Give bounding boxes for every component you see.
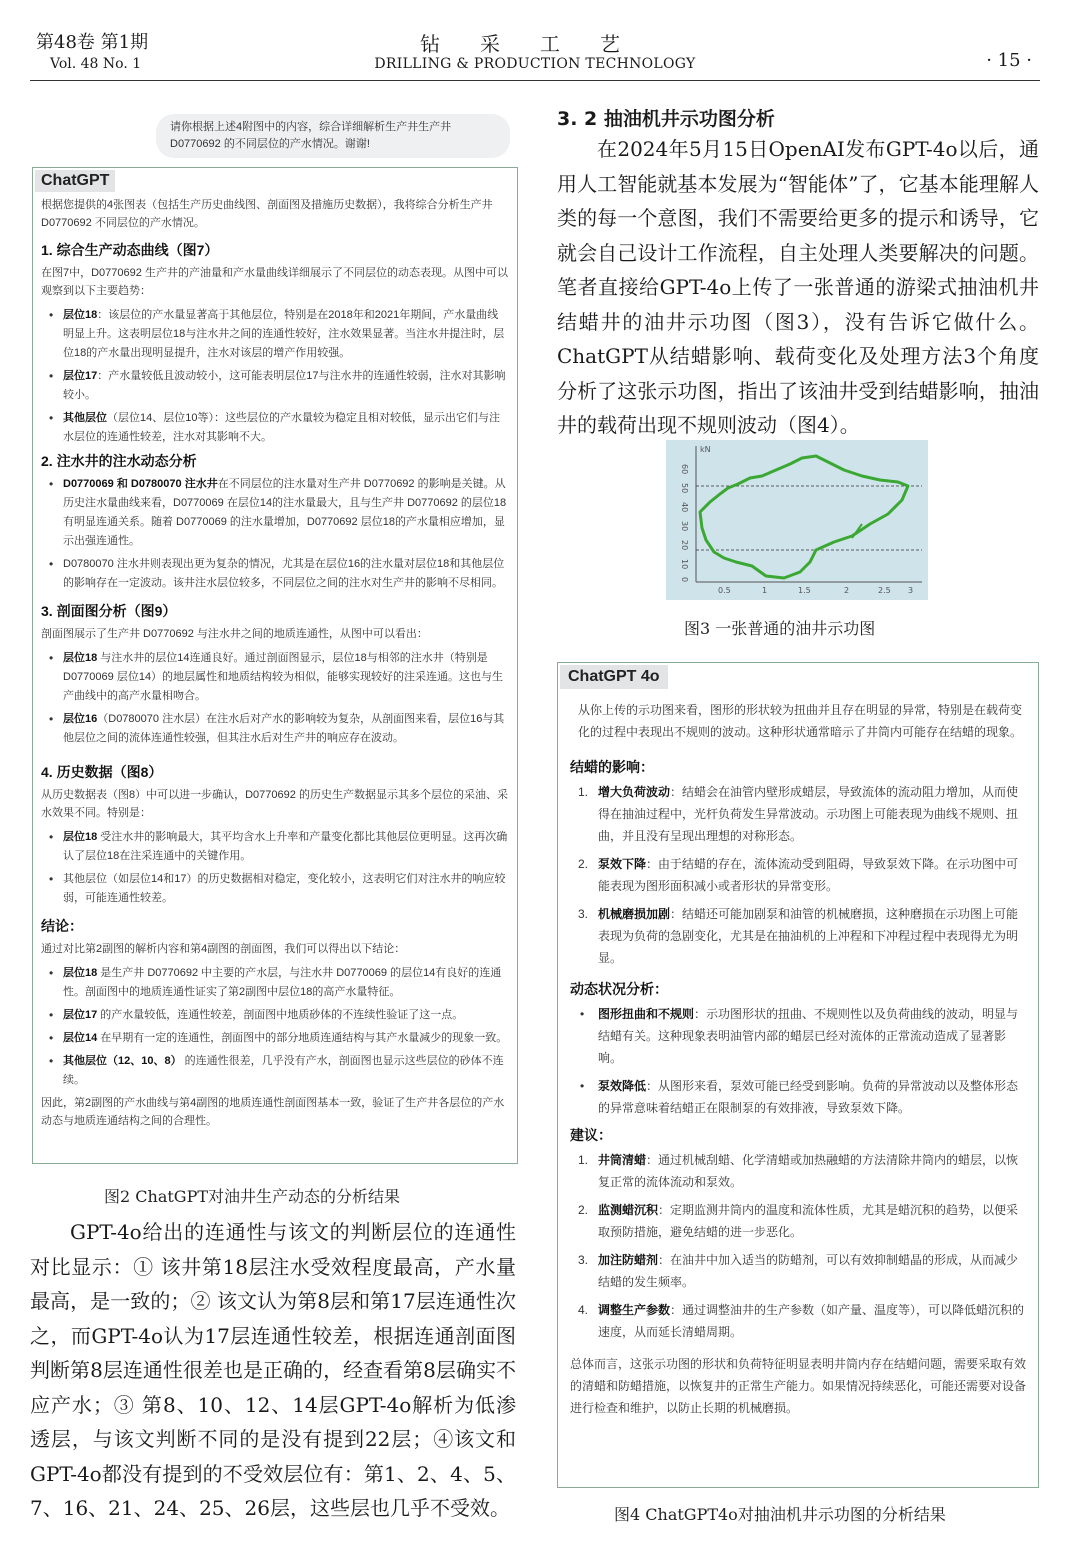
chatgpt-response-box <box>32 167 518 1164</box>
list-item: • 层位18：该层位的产水量显著高于其他层位，特别是在2018年和2021年期间，产水量曲线明显上升。这表明层位18与注水井之间的连通性较好，注水效果显著。当注水井提注时，层位18的产水量出现明显提升，注水对该层的增产作用较强。 <box>63 306 509 363</box>
section-3-list <box>41 649 509 748</box>
response-intro: 根据您提供的4张图表（包括生产历史曲线图、剖面图及措施历史数据），我将综合分析生产井 D0770692 不同层位的产水情况。 <box>41 199 493 229</box>
list-item: 3. 机械磨损加剧：结蜡还可能加剧泵和油管的机械磨损，这种磨损在示功图上可能表现为负荷的急剧变化，尤其是在抽油机的上冲程和下冲程过程中表现得尤为明显。 <box>578 907 1019 965</box>
list-item: • 其他层位（层位14、层位10等）：这些层位的产水量较为稳定且相对较低，显示出它们与注水层位的连通性较差，注水对其影响不大。 <box>63 409 509 447</box>
chatgpt-label: ChatGPT <box>35 170 115 192</box>
y-tick-label: 60 <box>680 464 689 475</box>
section-1-list <box>41 306 509 447</box>
section-3-title: 3. 剖面图分析（图9） <box>41 603 177 619</box>
list-item: • 层位16（D0780070 注水层）在注水后对产水的影响较为复杂，从剖面图来看，层位16与其他层位之间的流体连通性较强，但其注水后对生产井的响应存在波动。 <box>63 710 509 748</box>
section-4-list <box>41 828 509 908</box>
right-body-paragraph: 在2024年5月15日OpenAI发布GPT-4o以后，通用人工智能就基本发展为“智能体”了，它基本能理解人类的每一个意图，我们不需要给更多的提示和诱导，它就会自己设计工作流程，自主处理人类要解决的问题。笔者直接给GPT-4o上传了一张普通的游梁式抽油机井结蜡井的油井示功图（图3），没有告诉它做什么。ChatGPT从结蜡影响、载荷变化及处理方法3个角度分析了这张示功图，指出了该油井受到结蜡影响，抽油井的载荷出现不规则波动（图4）。 <box>557 137 1039 437</box>
figure-3-caption: 图3 一张普通的油井示功图 <box>684 619 876 638</box>
section-4-title: 4. 历史数据（图8） <box>41 764 163 780</box>
conclusion-text: 通过对比第2副图的解析内容和第4副图的剖面图，我们可以得出以下结论： <box>41 943 406 955</box>
list-item: 1. 井筒清蜡：通过机械刮蜡、化学清蜡或加热融蜡的方法清除井筒内的蜡层，以恢复正常的流体流动和泵效。 <box>578 1153 1019 1189</box>
chatgpt4o-response-box <box>557 662 1039 1488</box>
figure-2-caption: 图2 ChatGPT对油井生产动态的分析结果 <box>104 1187 401 1206</box>
x-tick-label: 0.5 <box>718 586 731 595</box>
journal-title-en: DRILLING & PRODUCTION TECHNOLOGY <box>374 56 696 72</box>
x-tick-label: 1 <box>762 586 768 595</box>
section-1-text: 在图7中，D0770692 生产井的产油量和产水量曲线详细展示了不同层位的动态表现。从图中可以观察到以下主要趋势： <box>41 267 508 297</box>
list-item: • 图形扭曲和不规则：示功图形状的扭曲、不规则性以及负荷曲线的波动，明显与结蜡有关。这种现象表明油管内部的蜡层已经对流体的正常流动造成了显著影响。 <box>598 1003 1028 1069</box>
list-item: 2. 监测蜡沉积：定期监测井筒内的温度和流体性质，尤其是蜡沉积的趋势，以便采取预防措施，避免结蜡的进一步恶化。 <box>578 1203 1019 1239</box>
list-item: • D0770069 和 D0780070 注水井在不同层位的注水量对生产井 D0770692 的影响是关键。从历史注水量曲线来看，D0770069 在层位14的注水量最大，且与生产井 D0770692 的层位18有明显连通关系。随着 D0770069 的注水量增加，D0770692 层位18的产水量相应增加，显示出强连通性。 <box>63 475 509 551</box>
dynamic-analysis-list <box>570 1003 1028 1119</box>
volume-issue-en: Vol. 48 No. 1 <box>50 56 142 72</box>
suggestions-list <box>570 1149 1028 1343</box>
suggestions-title: 建议： <box>570 1127 612 1143</box>
list-item: • 层位14 在早期有一定的连通性，剖面图中的部分地质连通结构与其产水量减少的现象一致。 <box>63 1029 509 1048</box>
list-item: 2. 泵效下降：由于结蜡的存在，流体流动受到阻碍，导致泵效下降。在示功图中可能表现为图形面积减小或者形状的异常变形。 <box>578 857 1019 893</box>
figure-4-caption: 图4 ChatGPT4o对抽油机井示功图的分析结果 <box>614 1505 946 1524</box>
x-tick-label: 3 <box>908 586 914 595</box>
list-item: • 层位17 的产水量较低，连通性较差，剖面图中地质砂体的不连续性验证了这一点。 <box>63 1006 509 1025</box>
y-tick-label: 0 <box>680 577 689 583</box>
user-prompt-bubble: 请你根据上述4附图中的内容，综合详细解析生产井生产井 D0770692 的不同层位的产水情况。谢谢! <box>156 114 510 158</box>
list-item: • 层位18 是生产井 D0770692 中主要的产水层，与注水井 D0770069 的层位14有良好的连通性。剖面图中的地质连通性证实了第2副图中层位18的高产水量特征。 <box>63 964 509 1002</box>
list-item: • 层位18 与注水井的层位14连通良好。通过剖面图显示，层位18与相邻的注水井（特别是 D0770069 层位14）的地层属性和地质结构较为相似，能够实现较好的注采连通。这也与生产曲线中的高产水量相吻合。 <box>63 649 509 706</box>
journal-title-zh: 钻采工艺 <box>420 32 660 56</box>
section-3-2-title: 3. 2 抽油机井示功图分析 <box>557 108 775 130</box>
dynamometer-card-figure <box>666 440 928 600</box>
page-number: · 15 · <box>986 50 1032 71</box>
fig4-intro: 从你上传的示功图来看，图形的形状较为扭曲并且存在明显的异常，特别是在载荷变化的过程中表现出不规则的波动。这种形状通常暗示了井筒内可能存在结蜡的现象。 <box>578 703 1023 739</box>
list-item: • D0780070 注水井则表现出更为复杂的情况，尤其是在层位16的注水量对层位18和其他层位的影响存在一定波动。该井注水层位较多，不同层位之间的注水对生产井的影响不尽相同。 <box>63 555 509 593</box>
x-tick-label: 1.5 <box>798 586 811 595</box>
x-tick-label: 2 <box>844 586 850 595</box>
wax-impact-list <box>570 781 1028 969</box>
section-4-text: 从历史数据表（图8）中可以进一步确认，D0770692 的历史生产数据显示其多个层位的采油、采水效果不同。特别是： <box>41 789 508 819</box>
y-tick-label: 40 <box>680 502 689 513</box>
wax-impact-title: 结蜡的影响： <box>570 759 654 775</box>
list-item: • 其他层位（如层位14和17）的历史数据相对稳定，变化较小，这表明它们对注水井的响应较弱，可能连通性较差。 <box>63 870 509 908</box>
section-2-list <box>41 475 509 593</box>
section-2-title: 2. 注水井的注水动态分析 <box>41 453 197 469</box>
dynamic-analysis-title: 动态状况分析： <box>570 981 668 997</box>
dynamometer-card-curve <box>700 456 908 578</box>
conclusion-list <box>41 964 509 1090</box>
conclusion-title: 结论： <box>41 918 83 934</box>
chatgpt4o-label: ChatGPT 4o <box>560 665 668 689</box>
list-item: • 其他层位（12、10、8） 的连通性很差，几乎没有产水，剖面图也显示这些层位的砂体不连续。 <box>63 1052 509 1090</box>
final-remark: 因此，第2副图的产水曲线与第4副图的地质连通性剖面图基本一致，验证了生产井各层位的产水动态与地质连通结构之间的合理性。 <box>41 1097 505 1127</box>
y-tick-label: 20 <box>680 540 689 551</box>
volume-issue-zh: 第48卷 第1期 <box>36 32 149 53</box>
list-item: 1. 增大负荷波动：结蜡会在油管内壁形成蜡层，导致流体的流动阻力增加，从而使得在抽油过程中，光杆负荷发生异常波动。示功图上可能表现为曲线不规则、扭曲，并且没有呈现出理想的对称形态。 <box>578 785 1019 843</box>
y-tick-label: 50 <box>680 483 689 494</box>
list-item: • 层位17：产水量较低且波动较小，这可能表明层位17与注水井的连通性较弱，注水对其影响较小。 <box>63 367 509 405</box>
y-unit-label: kN <box>700 445 711 454</box>
section-1-title: 1. 综合生产动态曲线（图7） <box>41 242 219 258</box>
section-3-text: 剖面图展示了生产井 D0770692 与注水井之间的地质连通性，从图中可以看出： <box>41 628 428 640</box>
dynamometer-card-plot <box>666 440 928 600</box>
list-item: • 泵效降低：从图形来看，泵效可能已经受到影响。负荷的异常波动以及整体形态的异常意味着结蜡正在限制泵的有效排液，导致泵效下降。 <box>598 1075 1028 1119</box>
header-rule <box>30 80 1040 81</box>
y-tick-label: 10 <box>680 559 689 570</box>
list-item: 4. 调整生产参数：通过调整油井的生产参数（如产量、温度等），可以降低蜡沉积的速度，从而延长清蜡周期。 <box>578 1303 1025 1339</box>
fig4-summary: 总体而言，这张示功图的形状和负荷特征明显表明井筒内存在结蜡问题，需要采取有效的清蜡和防蜡措施，以恢复井的正常生产能力。如果情况持续恶化，可能还需要对设备进行检查和维护，以防止长期的机械磨损。 <box>570 1357 1027 1415</box>
y-tick-label: 30 <box>680 521 689 532</box>
list-item: • 层位18 受注水井的影响最大，其平均含水上升率和产量变化都比其他层位更明显。这再次确认了层位18在注采连通中的关键作用。 <box>63 828 509 866</box>
list-item: 3. 加注防蜡剂：在油井中加入适当的防蜡剂，可以有效抑制蜡晶的形成，从而减少结蜡的发生频率。 <box>578 1253 1019 1289</box>
x-tick-label: 2.5 <box>878 586 891 595</box>
left-body-paragraph: GPT-4o给出的连通性与该文的判断层位的连通性对比显示：① 该井第18层注水受效程度最高，产水量最高，是一致的；② 该文认为第8层和第17层连通性次之，而GPT-4o认为17层连通性较差，根据连通剖面图判断第8层连通性很差也是正确的，经查看第8层确实不应产水；③ 第8、10、12、14层GPT-4o解析为低渗透层，与该文判断不同的是没有提到22层；④该文和GPT-4o都没有提到的不受效层位有：第1、2、4、5、7、16、21、24、25、26层，这些层也几乎不受效。 <box>30 1220 516 1520</box>
